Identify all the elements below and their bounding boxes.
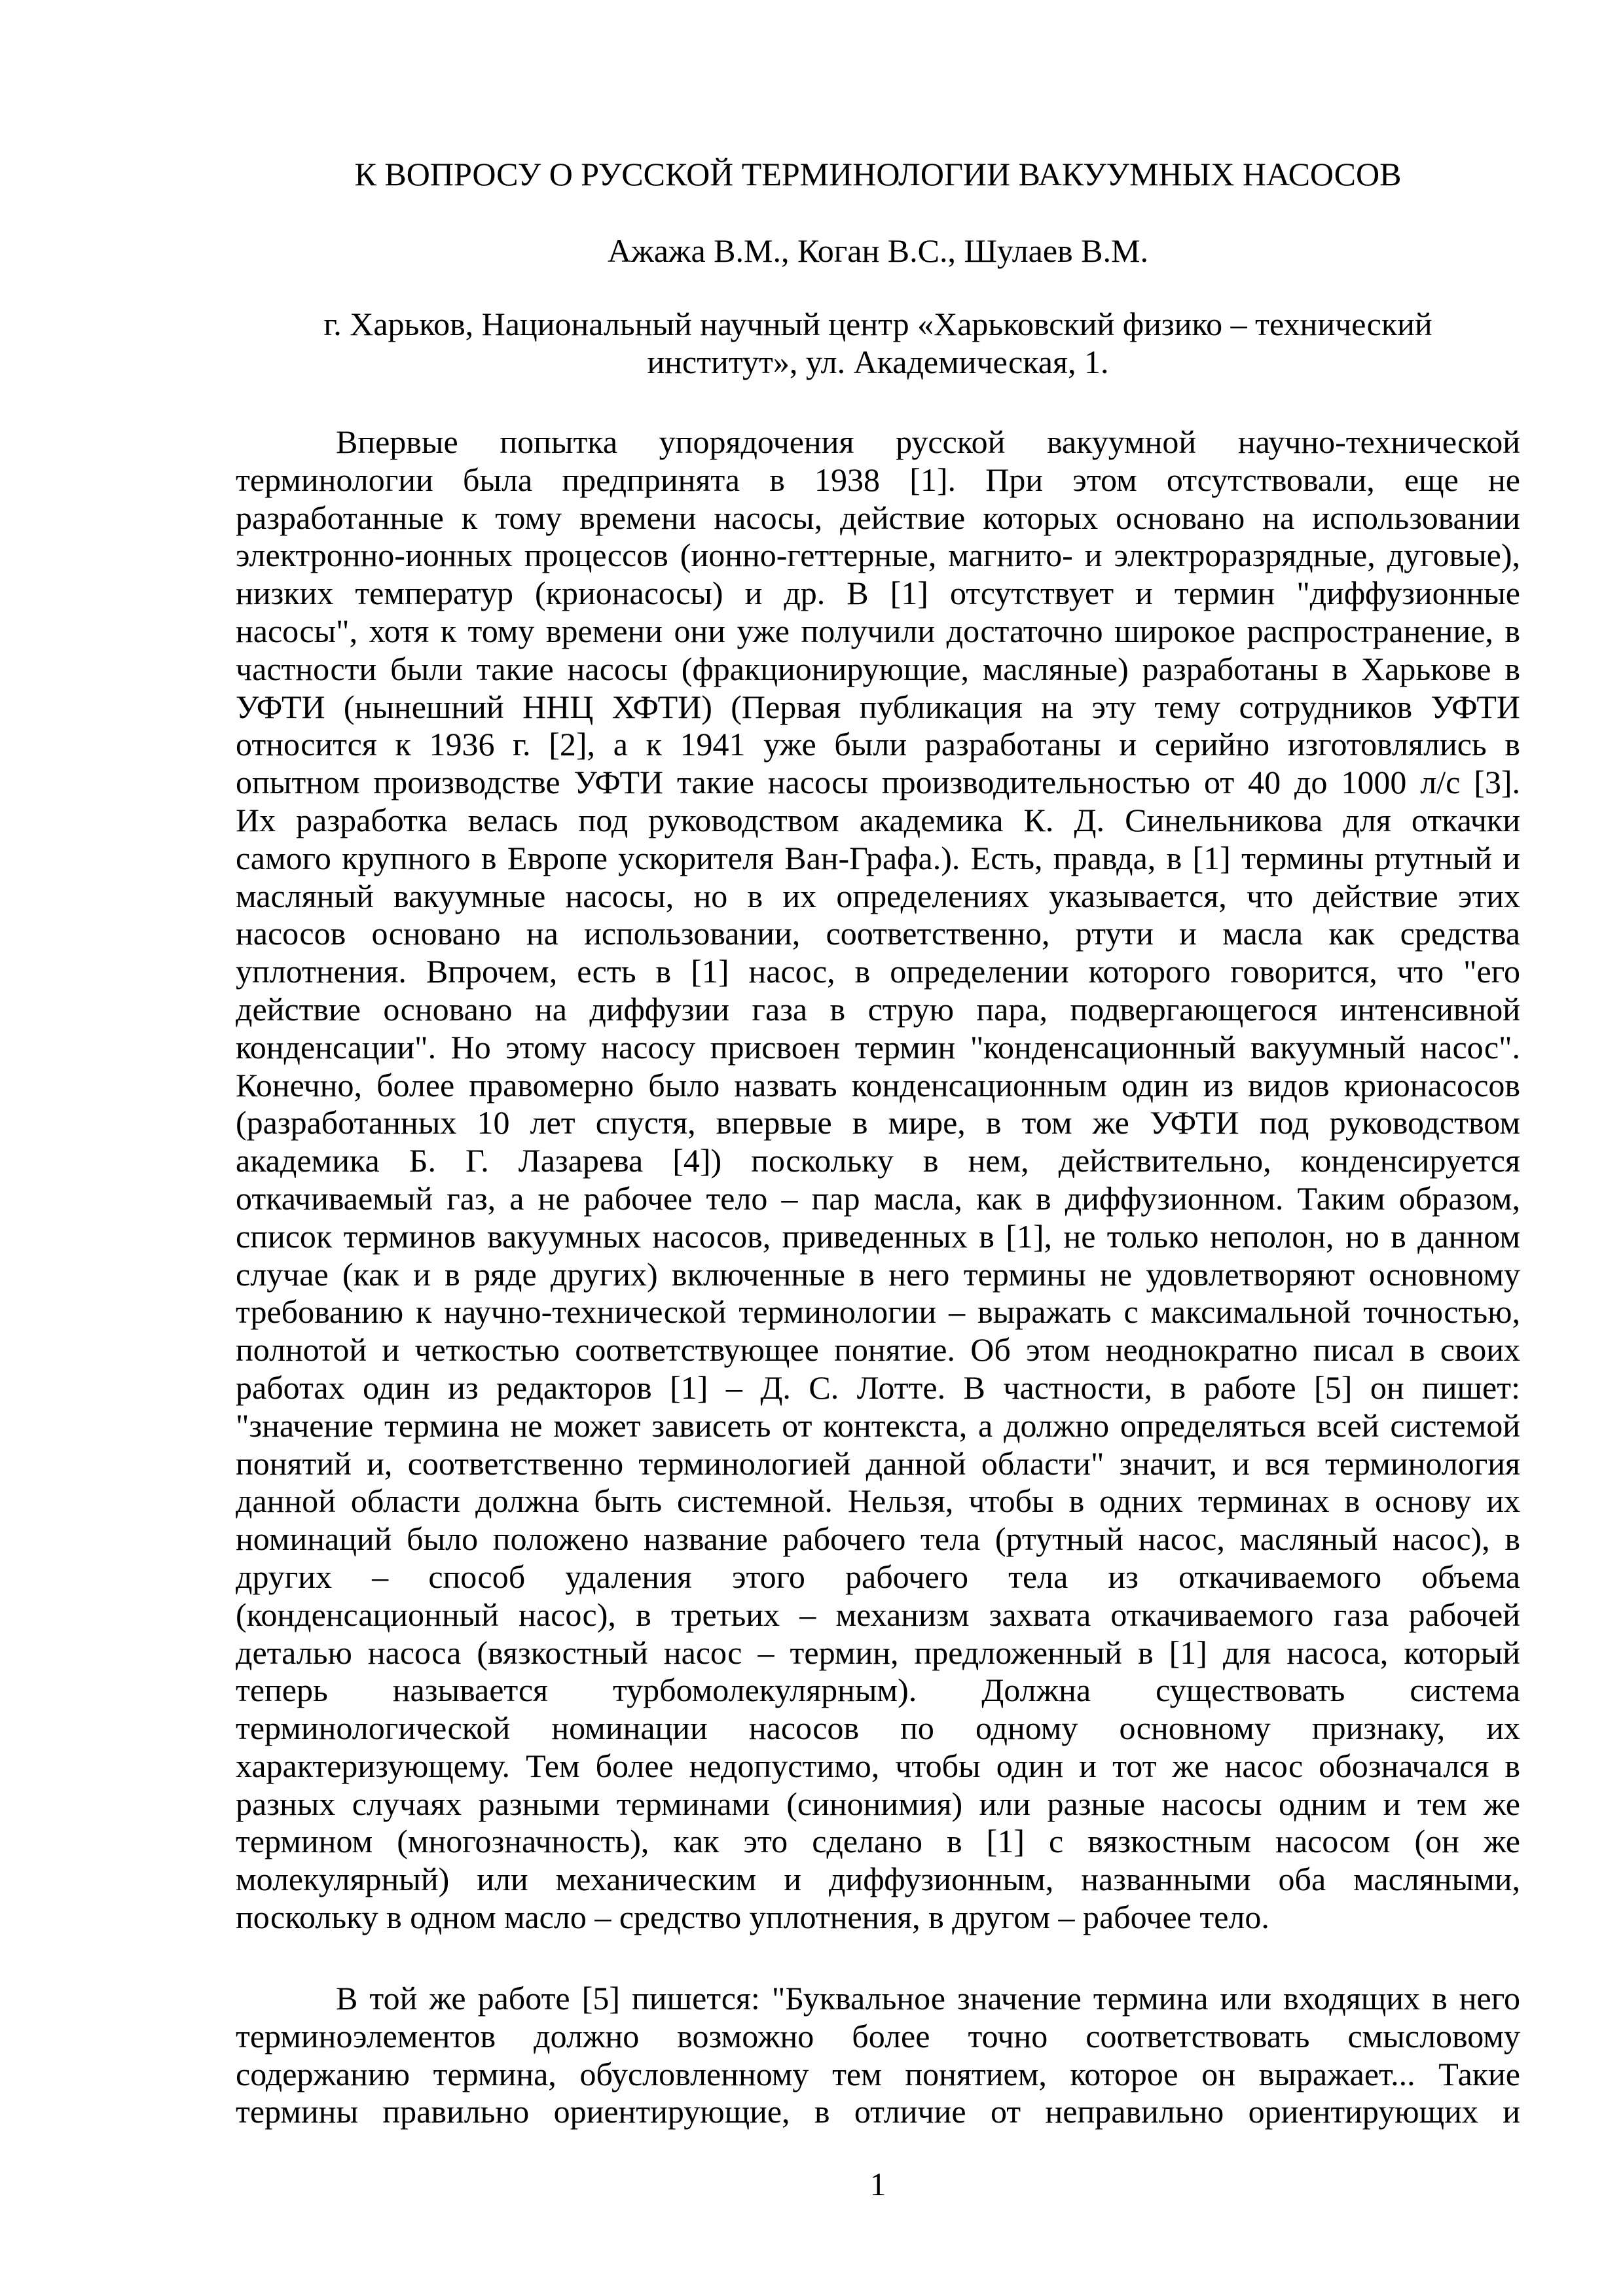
text-line: поскольку в одном масло – средство уплотнения, в другом – рабочее тело.: [236, 1899, 1269, 1936]
authors: Ажажа В.М., Коган В.С., Шулаев В.М.: [608, 232, 1148, 269]
text-line: номинаций было положено название рабочего тела (ртутный насос, масляный насос), в: [236, 1520, 1520, 1558]
text-line: масляный вакуумные насосы, но в их определениях указывается, что действие этих: [236, 877, 1520, 914]
paragraph-2: [236, 1980, 1520, 2131]
text-line: требованию к научно-технической терминологии – выражать с максимальной точностью,: [236, 1293, 1520, 1331]
text-line: относится к 1936 г. [2], а к 1941 уже были разработаны и серийно изготовлялись в: [236, 726, 1520, 763]
text-line: (разработанных 10 лет спустя, впервые в мире, в том же УФТИ под руководством: [236, 1104, 1520, 1141]
text-line: деталью насоса (вязкостный насос – термин, предложенный в [1] для насоса, который: [236, 1634, 1520, 1671]
text-line: терминологической номинации насосов по одному основному признаку, их: [236, 1710, 1520, 1747]
affiliation-line: г. Харьков, Национальный научный центр «Харьковский физико – технический: [323, 306, 1432, 342]
text-line: уплотнения. Впрочем, есть в [1] насос, в определении которого говорится, что "его: [236, 953, 1520, 990]
text-line: других – способ удаления этого рабочего тела из откачиваемого объема: [236, 1558, 1520, 1595]
text-line: академика Б. Г. Лазарева [4]) поскольку в нем, действительно, конденсируется: [236, 1142, 1520, 1179]
text-line: работах один из редакторов [1] – Д. С. Лотте. В частности, в работе [5] он пишет:: [236, 1369, 1520, 1406]
paragraph-1: [236, 423, 1520, 1937]
text-line: разных случаях разными терминами (синонимия) или разные насосы одним и тем же: [236, 1785, 1520, 1822]
text-line: откачиваемый газ, а не рабочее тело – пар масла, как в диффузионном. Таким образом,: [236, 1179, 1520, 1217]
text-line: молекулярный) или механическим и диффузионным, названными оба масляными,: [236, 1861, 1520, 1898]
text-line: список терминов вакуумных насосов, приведенных в [1], не только неполон, но в данном: [236, 1217, 1520, 1255]
text-line: понятий и, соответственно терминологией данной области" значит, и вся терминология: [236, 1444, 1520, 1482]
text-line: "значение термина не может зависеть от контекста, а должно определяться всей системой: [236, 1407, 1520, 1444]
text-line: частности были такие насосы (фракционирующие, масляные) разработаны в Харькове в: [236, 650, 1520, 687]
text-line: самого крупного в Европе ускорителя Ван-Графа.). Есть, правда, в [1] термины ртутный и: [236, 839, 1520, 876]
document-title: К ВОПРОСУ О РУССКОЙ ТЕРМИНОЛОГИИ ВАКУУМНЫХ НАСОСОВ: [354, 156, 1402, 192]
text-line: теперь называется турбомолекулярным). Должна существовать система: [236, 1672, 1520, 1709]
text-line: данной области должна быть системной. Нельзя, чтобы в одних терминах в основу их: [236, 1482, 1520, 1520]
text-line: разработанные к тому времени насосы, действие которых основано на использовании: [236, 499, 1520, 536]
text-line: (конденсационный насос), в третьих – механизм захвата откачиваемого газа рабочей: [236, 1596, 1520, 1633]
text-line: опытном производстве УФТИ такие насосы производительностью от 40 до 1000 л/с [3].: [236, 764, 1520, 801]
page-number: 1: [869, 2166, 886, 2202]
text-line: Конечно, более правомерно было назвать конденсационным один из видов крионасосов: [236, 1066, 1520, 1103]
text-line: насосы", хотя к тому времени они уже получили достаточно широкое распространение, в: [236, 612, 1520, 649]
text-line: содержанию термина, обусловленному тем понятием, которое он выражает... Такие: [236, 2055, 1520, 2092]
text-line: насосов основано на использовании, соответственно, ртути и масла как средства: [236, 915, 1520, 952]
text-line: случае (как и в ряде других) включенные в него термины не удовлетворяют основному: [236, 1255, 1520, 1293]
text-line: УФТИ (нынешний ННЦ ХФТИ) (Первая публикация на эту тему сотрудников УФТИ: [236, 688, 1520, 725]
text-line: Впервые попытка упорядочения русской вакуумной научно-технической: [336, 423, 1520, 460]
text-line: полнотой и четкостью соответствующее понятие. Об этом неоднократно писал в своих: [236, 1331, 1520, 1369]
text-line: терминологии была предпринята в 1938 [1]. При этом отсутствовали, еще не: [236, 461, 1520, 498]
text-line: действие основано на диффузии газа в струю пара, подвергающегося интенсивной: [236, 990, 1520, 1028]
text-line: конденсации". Но этому насосу присвоен термин "конденсационный вакуумный насос".: [236, 1028, 1520, 1066]
text-line: Их разработка велась под руководством академика К. Д. Синельникова для откачки: [236, 801, 1520, 838]
text-line: характеризующему. Тем более недопустимо, чтобы один и тот же насос обозначался в: [236, 1747, 1520, 1784]
text-line: низких температур (крионасосы) и др. В [1] отсутствует и термин "диффузионные: [236, 575, 1520, 612]
affiliation: [236, 306, 1520, 382]
text-line: термином (многозначность), как это сделано в [1] с вязкостным насосом (он же: [236, 1823, 1520, 1860]
text-line: терминоэлементов должно возможно более точно соответствовать смысловому: [236, 2017, 1520, 2054]
affiliation-line: институт», ул. Академическая, 1.: [647, 343, 1109, 380]
text-line: В той же работе [5] пишется: "Буквальное значение термина или входящих в него: [336, 1980, 1520, 2017]
text-line: термины правильно ориентирующие, в отличие от неправильно ориентирующих и: [236, 2093, 1520, 2130]
text-line: электронно-ионных процессов (ионно-геттерные, магнито- и электроразрядные, дуговые),: [236, 537, 1520, 574]
